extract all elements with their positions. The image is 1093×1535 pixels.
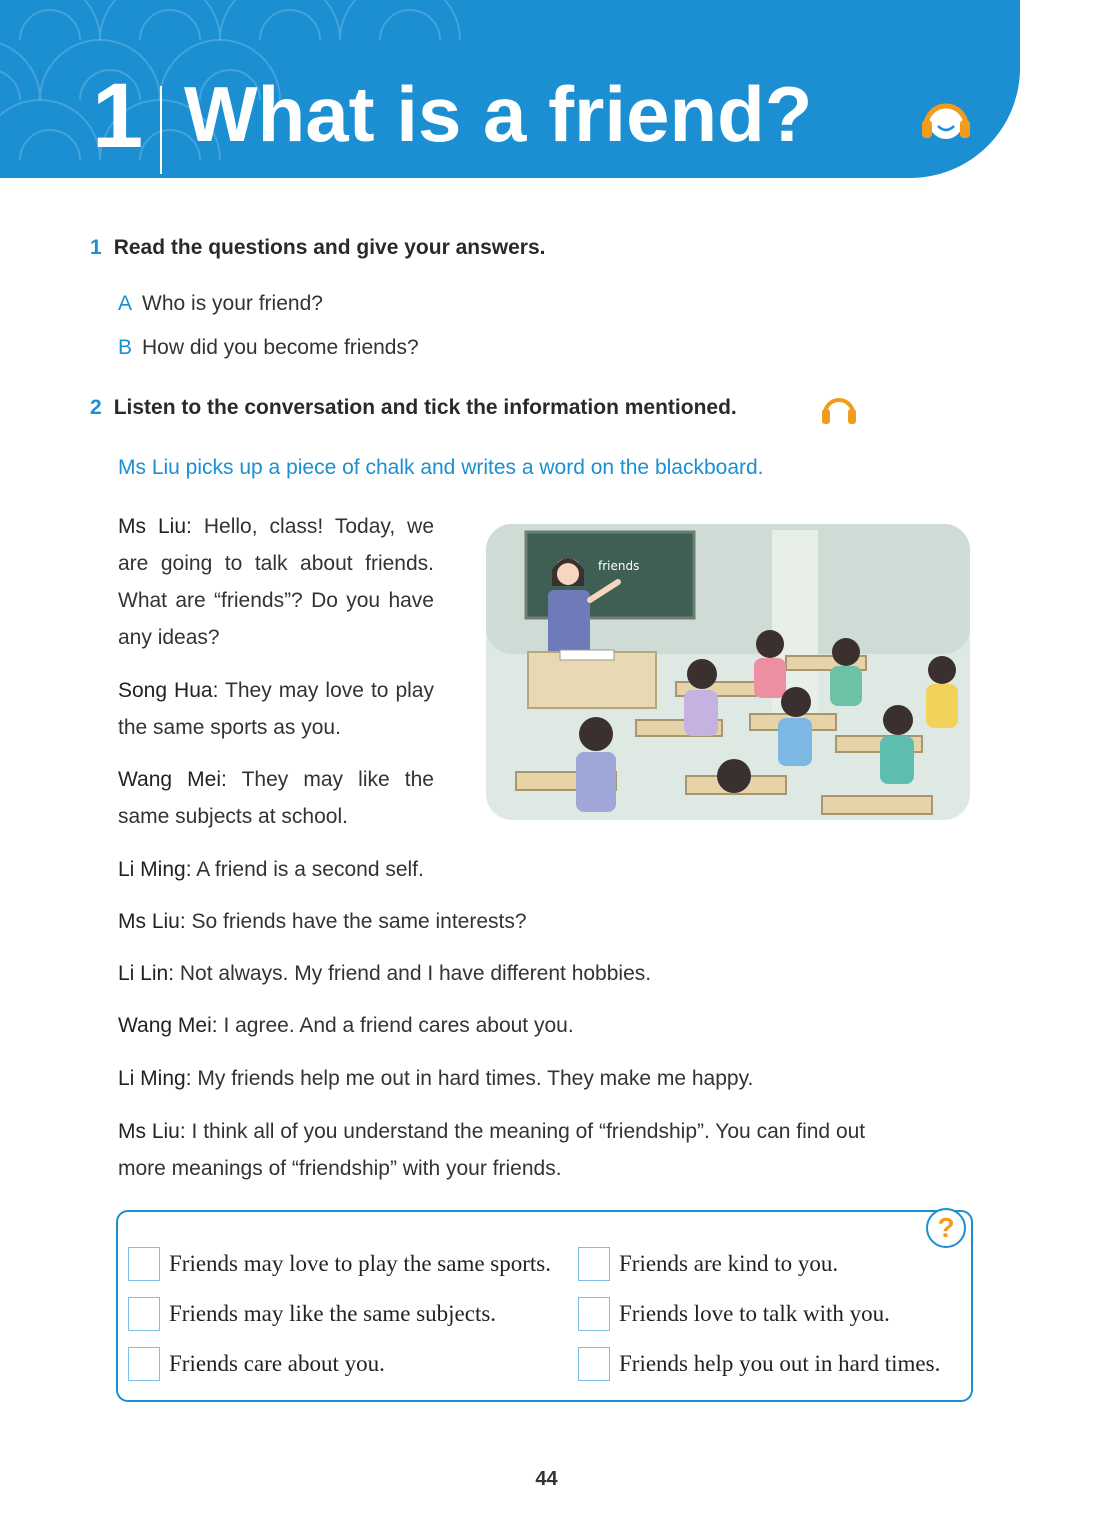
tick-checkbox[interactable]	[578, 1347, 610, 1381]
question-b	[118, 336, 419, 360]
question-mark-icon: ?	[926, 1208, 966, 1248]
dialogue-text: Hello, class! Today, we are going to talk about friends. What are “friends”? Do you have any ideas?	[118, 515, 434, 649]
lesson-number: 1	[92, 65, 142, 167]
dialogue-line	[118, 1007, 898, 1044]
tick-checkbox[interactable]	[128, 1297, 160, 1331]
section-number: 2	[90, 396, 102, 419]
dialogue-text: They may love to play the same sports as you.	[118, 679, 434, 739]
page-number: 44	[535, 1468, 558, 1490]
tick-checkbox[interactable]	[578, 1247, 610, 1281]
dialogue-text: So friends have the same interests?	[191, 910, 527, 933]
dialogue-line	[118, 955, 898, 992]
speaker-name: Li Lin:	[118, 962, 175, 985]
tick-checkbox[interactable]	[578, 1297, 610, 1331]
question-text: Who is your friend?	[142, 292, 323, 315]
tick-option-label: Friends are kind to you.	[619, 1251, 839, 1276]
question-letter: B	[118, 336, 133, 359]
dialogue-line	[118, 851, 898, 888]
headphones-icon[interactable]	[820, 392, 858, 426]
blackboard-word: friends	[598, 559, 640, 573]
dialogue-text: A friend is a second self.	[196, 858, 424, 881]
speaker-name: Song Hua:	[118, 679, 219, 702]
section-instruction: Listen to the conversation and tick the information mentioned.	[113, 396, 737, 419]
tick-checkbox[interactable]	[128, 1347, 160, 1381]
speaker-name: Ms Liu:	[118, 515, 192, 538]
speaker-name: Li Ming:	[118, 1067, 192, 1090]
tick-option-label: Friends love to talk with you.	[619, 1301, 890, 1326]
lesson-banner	[0, 0, 1020, 178]
tick-option	[578, 1296, 890, 1332]
section-number: 1	[90, 236, 102, 259]
tick-option-label: Friends may love to play the same sports.	[169, 1251, 551, 1276]
dialogue-text: I think all of you understand the meaning of “friendship”. You can find out more meanings of “friendship” with your friends.	[118, 1120, 866, 1180]
dialogue-text: My friends help me out in hard times. They make me happy.	[197, 1067, 754, 1090]
section-1-heading	[90, 236, 545, 260]
dialogue-text: Not always. My friend and I have different hobbies.	[179, 962, 652, 985]
speaker-name: Ms Liu:	[118, 910, 186, 933]
dialogue-line	[118, 903, 898, 940]
headphones-icon[interactable]	[918, 96, 974, 142]
section-2-heading	[90, 396, 737, 420]
dialogue-text: They may like the same subjects at school.	[118, 768, 434, 828]
speaker-name: Wang Mei:	[118, 768, 227, 791]
tick-option-label: Friends help you out in hard times.	[619, 1351, 941, 1376]
question-letter: A	[118, 292, 133, 315]
dialogue-line	[118, 761, 434, 835]
speaker-name: Wang Mei:	[118, 1014, 218, 1037]
dialogue-text: I agree. And a friend cares about you.	[223, 1014, 574, 1037]
question-text: How did you become friends?	[142, 336, 419, 359]
question-a	[118, 292, 323, 316]
tick-option	[578, 1246, 838, 1282]
dialogue-line	[118, 672, 434, 746]
tick-option	[128, 1346, 385, 1382]
page-title: What is a friend?	[184, 70, 813, 158]
stage-direction: Ms Liu picks up a piece of chalk and writes a word on the blackboard.	[118, 456, 764, 479]
tick-option	[128, 1296, 496, 1332]
classroom-illustration	[486, 524, 970, 820]
section-instruction: Read the questions and give your answers.	[113, 236, 546, 259]
tick-option	[128, 1246, 551, 1282]
tick-option	[578, 1346, 940, 1382]
dialogue-line	[118, 508, 434, 656]
speaker-name: Ms Liu:	[118, 1120, 186, 1143]
speaker-name: Li Ming:	[118, 858, 192, 881]
dialogue-line	[118, 1113, 898, 1187]
title-divider	[160, 86, 162, 174]
dialogue-line	[118, 1060, 898, 1097]
tick-option-label: Friends care about you.	[169, 1351, 385, 1376]
tick-option-label: Friends may like the same subjects.	[169, 1301, 497, 1326]
tick-checkbox[interactable]	[128, 1247, 160, 1281]
